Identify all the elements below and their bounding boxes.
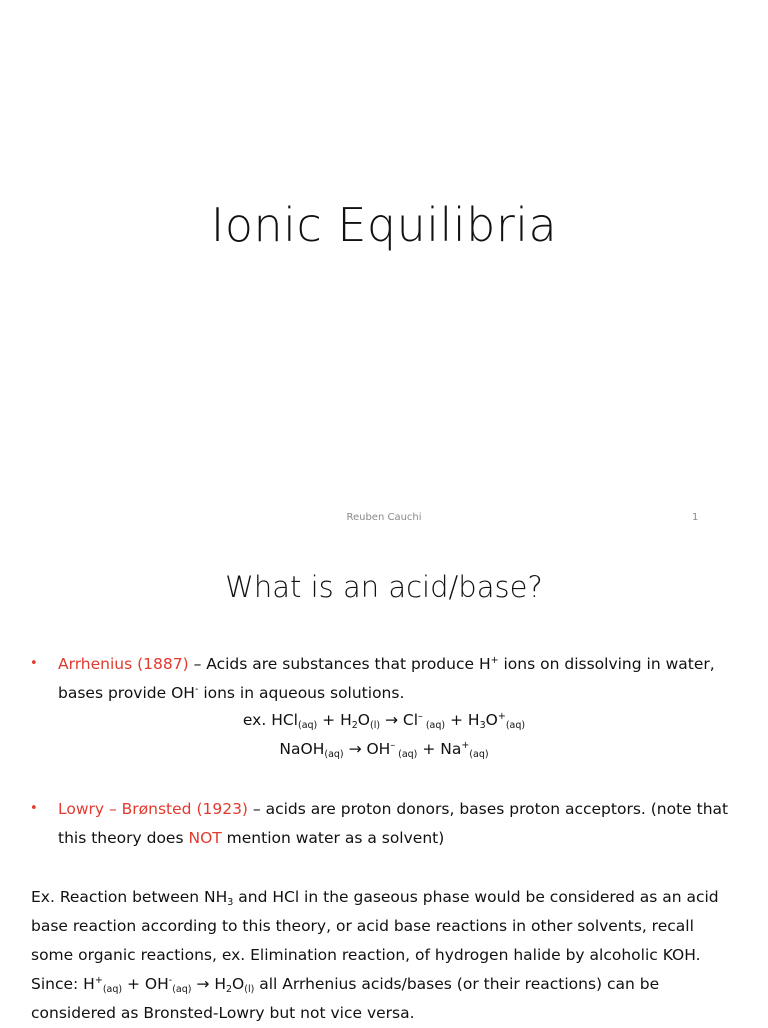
slide-title: Ionic Equilibria [210, 198, 558, 252]
equation-hcl: ex. $HCl_{(aq)} + H_2O_{(l)} \to Cl^-$ $_{(aq)} + H_3O^+_{(aq)}$ [242, 711, 526, 731]
page-number: 1 [692, 512, 699, 523]
lowry-bronsted-term: Lowry – Brønsted (1923) [58, 800, 248, 818]
arrhenius-definition: Arrhenius (1887) – Acids are substances that produce H+ ions on dissolving in water, bases provide OH- ions in aqueous solutions. [58, 655, 715, 702]
equation-naoh: NaOH$_{(aq)}$ → OH– $_{(aq)} + Na^+_{(aq)}$ [279, 740, 489, 760]
section-heading: What is an acid/base? [225, 570, 543, 604]
not-emphasis: NOT [188, 829, 222, 847]
bullet-marker: • [30, 801, 38, 816]
lowry-bronsted-definition: Lowry – Brønsted (1923) – acids are proton donors, bases proton acceptors. (note that this theory does NOT mention water as a solvent) [58, 800, 729, 847]
footer-author: Reuben Cauchi [346, 512, 422, 523]
example-paragraph: Ex. Reaction between $NH_3$ and HCl in the gaseous phase would be considered as an acid base reaction according to this theory, or acid base reactions in other solvents, recall some organic reactions, ex. Elimination reaction, of hydrogen halide by alcoholic KOH. Since: $H^+_{(aq)} + OH^-_{(aq)} \to H_2O_{(l)}$ all Arrhenius acids/bases (or their reactions) can be considered as Bronsted-Lowry but not vice versa. [31, 888, 719, 1022]
bullet-marker: • [30, 656, 38, 671]
arrhenius-term: Arrhenius (1887) [58, 655, 189, 673]
